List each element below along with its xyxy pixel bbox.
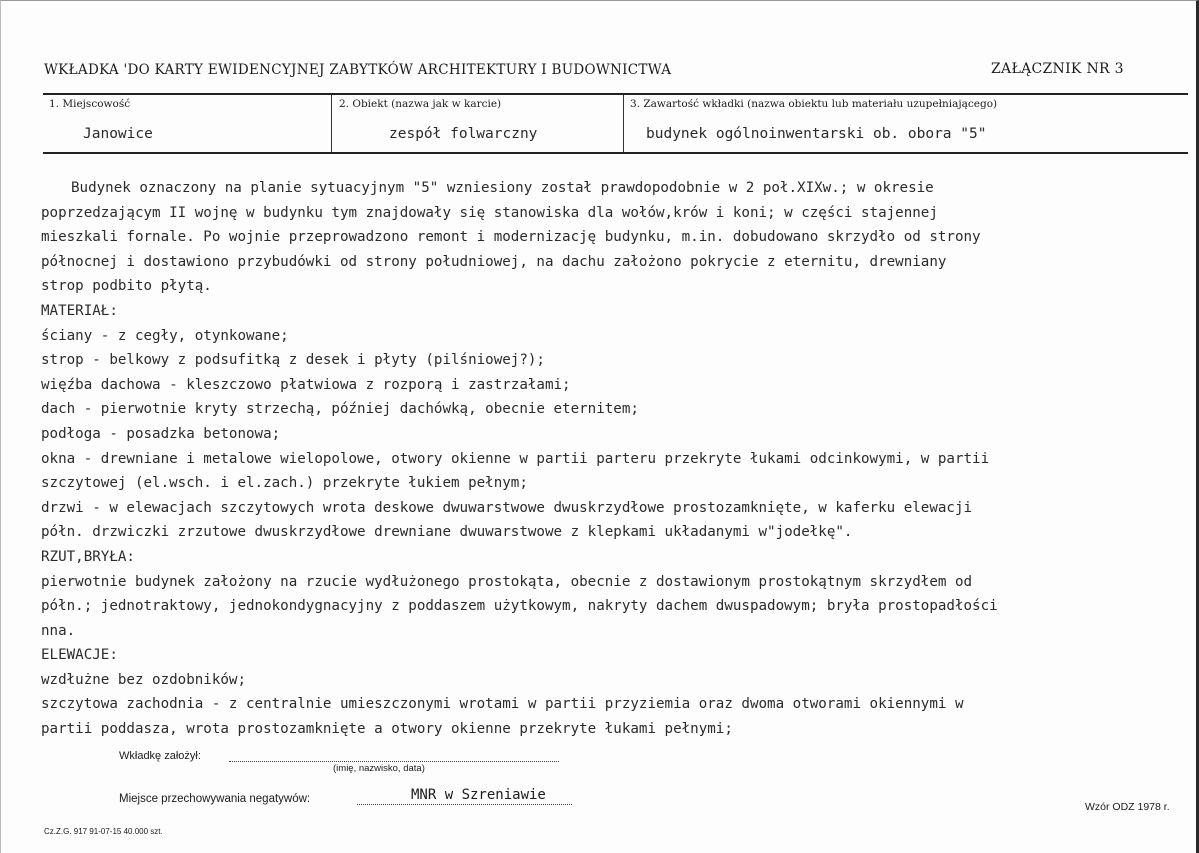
text-line: półn. drzwiczki zrzutowe dwuskrzydłowe drewniane dwuwarstwowe z klepkami układanymi w"jodełkę". xyxy=(41,524,853,541)
negatives-label: Miejsce przechowywania negatywów: xyxy=(119,793,311,805)
print-info: Cz.Z.G. 917 91-07-15 40.000 szt. xyxy=(44,827,163,836)
negatives-value: MNR w Szreniawie xyxy=(411,787,546,803)
text-line: mieszkali fornale. Po wojnie przeprowadzono remont i modernizację budynku, m.in. dobudowano skrzydło od strony xyxy=(41,229,981,246)
text-line: partii poddasza, wrota prostozamknięte a otwory okienne przekryte łukami pełnymi; xyxy=(41,721,733,738)
text-line: dach - pierwotnie kryty strzechą, później dachówką, obecnie eternitem; xyxy=(41,401,639,418)
text-line: strop - belkowy z podsufitką z desek i płyty (pilśniowej?); xyxy=(41,352,545,369)
fields-top-rule xyxy=(43,93,1188,95)
form-title: WKŁADKA 'DO KARTY EWIDENCYJNEJ ZABYTKÓW ARCHITEKTURY I BUDOWNICTWA xyxy=(44,62,672,78)
text-line: szczytowej (el.wsch. i el.zach.) przekryte łukiem pełnym; xyxy=(41,475,528,492)
text-line: podłoga - posadzka betonowa; xyxy=(41,425,281,442)
text-line: strop podbito płytą. xyxy=(41,278,212,295)
field-location-label: 1. Miejscowość xyxy=(49,98,131,110)
text-line: okna - drewniane i metalowe wielopolowe, otwory okienne w partii parteru przekryte łukami odcinkowymi, w partii xyxy=(41,450,990,467)
fields-bottom-rule xyxy=(43,152,1188,154)
field-content-label: 3. Zawartość wkładki (nazwa obiektu lub materiału uzupełniającego) xyxy=(630,98,998,110)
text-line: drzwi - w elewacjach szczytowych wrota deskowe dwuwarstwowe dwuskrzydłowe prostozamknięte, w kaferku elewacji xyxy=(41,499,973,516)
field-location-value: Janowice xyxy=(83,126,153,142)
description-text xyxy=(41,176,1191,742)
author-label: Wkładkę założył: xyxy=(119,750,201,762)
author-caption: (imię, nazwisko, data) xyxy=(333,763,425,774)
text-line: wzdłużne bez ozdobników; xyxy=(41,671,246,688)
section-heading-elevations: ELEWACJE: xyxy=(41,647,118,664)
section-heading-plan: RZUT,BRYŁA: xyxy=(41,548,135,565)
header-fields xyxy=(43,93,1188,153)
text-line: więźba dachowa - kleszczowo płatwiowa z rozporą i zastrzałami; xyxy=(41,376,571,393)
text-line: ściany - z cegły, otynkowane; xyxy=(41,327,289,344)
field-object-label: 2. Obiekt (nazwa jak w karcie) xyxy=(339,98,502,110)
field-divider-2 xyxy=(623,95,624,152)
annex-number: ZAŁĄCZNIK NR 3 xyxy=(991,61,1124,77)
text-line: północnej i dostawiono przybudówki od strony południowej, na dachu założono pokrycie z eternitu, drewniany xyxy=(41,253,947,270)
section-heading-material: MATERIAŁ: xyxy=(41,302,118,319)
field-object-value: zespół folwarczny xyxy=(389,126,538,142)
text-line: pierwotnie budynek założony na rzucie wydłużonego prostokąta, obecnie z dostawionym prostokątnym skrzydłem od xyxy=(41,573,973,590)
text-line: poprzedzającym II wojnę w budynku tym znajdowały się stanowiska dla wołów,krów i koni; w części stajennej xyxy=(41,204,938,221)
field-content-value: budynek ogólnoinwentarski ob. obora "5" xyxy=(646,126,987,142)
text-line: półn.; jednotraktowy, jednokondygnacyjny z poddaszem użytkowym, nakryty dachem dwuspadowym; bryła prostopadłości xyxy=(41,598,998,615)
negatives-dotted-line xyxy=(357,804,572,805)
text-line: nna. xyxy=(41,622,76,639)
field-divider-1 xyxy=(331,95,332,152)
text-line: Budynek oznaczony na planie sytuacyjnym "5" wzniesiony został prawdopodobnie w 2 poł.XIXw.; w okresie xyxy=(71,180,934,196)
author-dotted-line xyxy=(229,761,559,762)
form-template-id: Wzór ODZ 1978 r. xyxy=(1085,801,1170,813)
text-line: szczytowa zachodnia - z centralnie umieszczonymi wrotami w partii przyziemia oraz dwoma otworami okiennymi w xyxy=(41,696,964,713)
